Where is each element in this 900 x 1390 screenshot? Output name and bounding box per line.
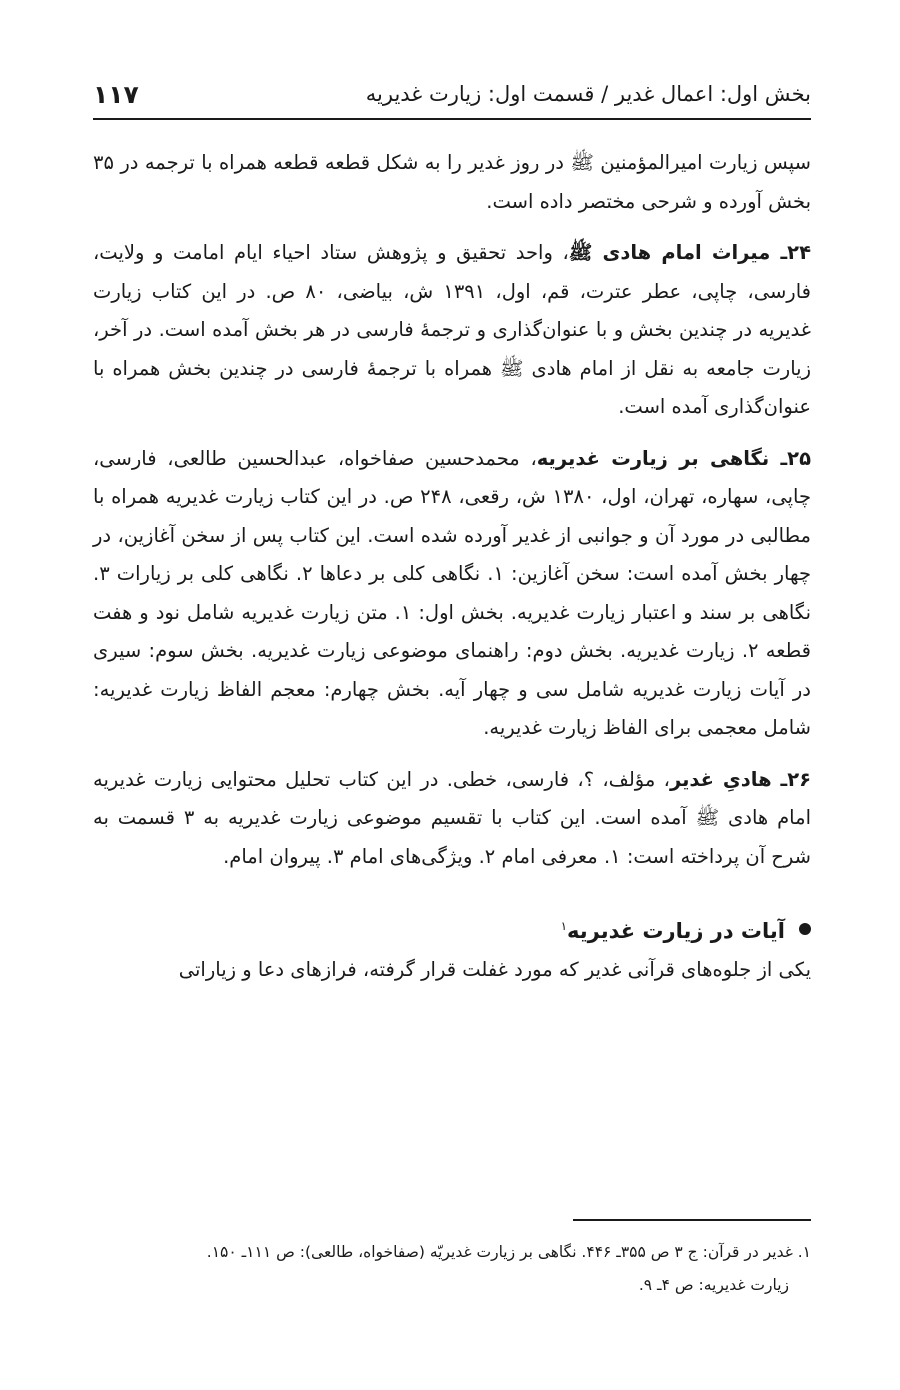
bullet-icon: [799, 923, 811, 935]
page-number: ۱۱۷: [93, 79, 139, 109]
page-header: [93, 74, 811, 114]
main-content: [93, 144, 811, 1003]
footnote-reference[interactable]: ۱: [560, 919, 568, 933]
footnotes: [93, 1236, 811, 1302]
entry-title: ۲۵ـ نگاهی بر زیارت غدیریه: [536, 446, 811, 470]
entry-25: [93, 440, 811, 748]
section-heading-text: [561, 906, 785, 951]
footnote-line: زیارت غدیریه: ص ۴ـ ۹.: [638, 1276, 789, 1294]
section-heading: [93, 906, 811, 951]
section-heading-label: آیات در زیارت غدیریه: [567, 919, 785, 943]
entry-title: ۲۴ـ میراث امام هادی ﷺ: [568, 241, 811, 264]
header-rule: [93, 118, 811, 120]
entry-24: [93, 234, 811, 427]
entry-text: ، واحد تحقیق و پژوهش ستاد احیاء ایام امامت و ولایت، فارسی، چاپی، عطر عترت، قم، اول، ۱۳۹۱ ش، بیاضی، ۸۰ ص. در این کتاب زیارت غدیریه در چندین بخش و با عنوان‌گذاری و ترجمهٔ فارسی در هر بخش آمده است. در آخر، زیارت جامعه به نقل از امام هادی ﷺ همراه با ترجمهٔ فارسی در چندین بخش همراه با عنوان‌گذاری آمده است.: [93, 241, 811, 418]
intro-paragraph: سپس زیارت امیرالمؤمنین ﷺ در روز غدیر را به شکل قطعه قطعه همراه با ترجمه در ۳۵ بخش آورده و شرحی مختصر داده است.: [93, 151, 811, 213]
entry-text: ، مؤلف، ؟، فارسی، خطی. در این کتاب تحلیل محتوایی زیارت غدیریه امام هادی ﷺ آمده است. این کتاب با تقسیم موضوعی زیارت غدیریه به ۳ قسمت به شرح آن پرداخته است: ۱. معرفی امام ۲. ویژگی‌های امام ۳. پیروان امام.: [93, 767, 811, 868]
entry-text: ، محمدحسین صفاخواه، عبدالحسین طالعی، فارسی، چاپی، سهاره، تهران، اول، ۱۳۸۰ ش، رقعی، ۲۴۸ ص. در این کتاب زیارت غدیریه همراه با مطالبی در مورد آن و جوانبی از غدیر آورده شده است. این کتاب پس از سخن آغازین، در چهار بخش آمده است: سخن آغازین: ۱. نگاهی کلی بر دعاها ۲. نگاهی کلی بر زیارات ۳. نگاهی بر سند و اعتبار زیارت غدیریه. بخش اول: ۱. متن زیارت غدیریه شامل نود و هفت قطعه ۲. زیارت غدیریه. بخش دوم: راهنمای موضوعی زیارت غدیریه. بخش سوم: سیری در آیات زیارت غدیریه شامل سی و چهار آیه. بخش چهارم: معجم الفاظ زیارت غدیریه: شامل معجمی برای الفاظ زیارت غدیریه.: [93, 446, 812, 739]
running-title: بخش اول: اعمال غدیر / قسمت اول: زیارت غدیریه: [365, 82, 811, 106]
section-intro: یکی از جلوه‌های قرآنی غدیر که مورد غفلت قرار گرفته، فرازهای دعا و زیاراتی: [178, 958, 811, 981]
entry-title: ۲۶ـ هادیِ غدیر: [669, 767, 811, 791]
footnote-line: ۱. غدیر در قرآن: ج ۳ ص ۳۵۵ـ ۴۴۶. نگاهی بر زیارت غدیریّه (صفاخواه، طالعی): ص ۱۱۱ـ ۱۵۰.: [206, 1243, 811, 1261]
footnote-rule: [573, 1219, 811, 1221]
entry-26: [93, 761, 811, 877]
